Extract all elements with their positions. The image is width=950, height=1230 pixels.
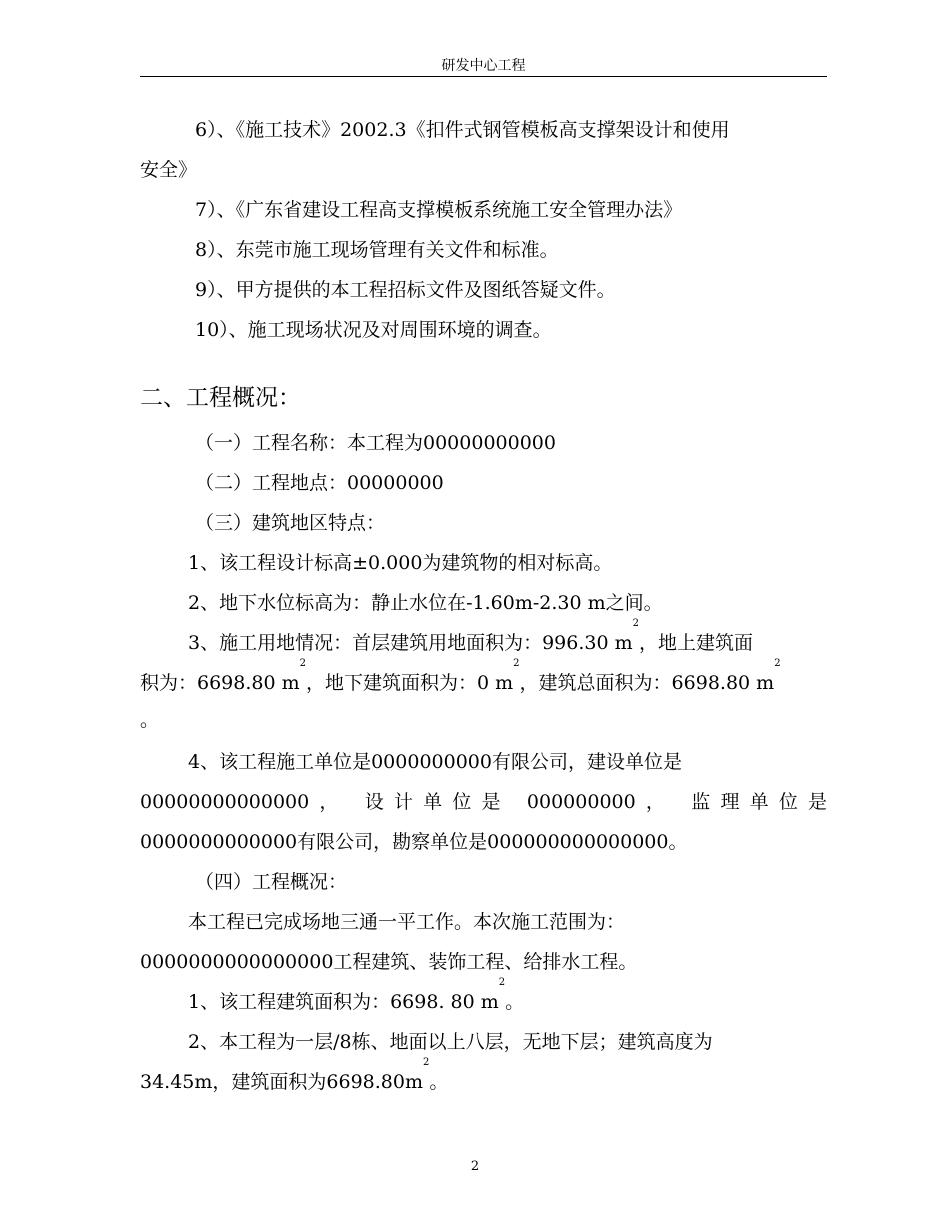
text: ，建筑总面积为：6698.80 m xyxy=(519,672,775,694)
feature-item-3 xyxy=(140,618,878,663)
reference-item-9: 9）、甲方提供的本工程招标文件及图纸答疑文件。 xyxy=(195,279,616,301)
feature-item-1: 1、该工程设计标高±0.000为建筑物的相对标高。 xyxy=(188,552,613,574)
text: 。 xyxy=(429,1071,449,1093)
text: 3、施工用地情况：首层建筑用地面积为：996.30 m xyxy=(188,632,633,654)
superscript: 2 xyxy=(632,618,640,629)
reference-item-6-cont: 安全》 xyxy=(140,159,198,181)
text: 34.45m，建筑面积为6698.80m xyxy=(140,1071,423,1093)
feature-item-4-end: 0000000000000有限公司，勘察单位是000000000000000。 xyxy=(140,831,688,853)
text: 1、该工程建筑面积为：6698. 80 m xyxy=(188,991,499,1013)
text: 积为：6698.80 m xyxy=(140,672,300,694)
region-features-heading: （三）建筑地区特点： xyxy=(195,512,386,534)
overview-item-2-cont xyxy=(140,1057,830,1102)
superscript: 2 xyxy=(423,1057,430,1068)
feature-item-4: 4、该工程施工单位是0000000000有限公司，建设单位是 xyxy=(188,751,682,773)
superscript: 2 xyxy=(498,977,506,988)
feature-item-2: 2、地下水位标高为：静止水位在-1.60m-2.30 m之间。 xyxy=(188,592,663,614)
overview-item-2: 2、本工程为一层/8栋、地面以上八层，无地下层；建筑高度为 xyxy=(188,1031,713,1053)
superscript: 2 xyxy=(513,658,520,669)
feature-item-4-cont: 00000000000000， 设计单位是 000000000， 监理单位是 xyxy=(140,791,827,813)
reference-item-6: 6）、《施工技术》2002.3《扣件式钢管模板高支撑架设计和使用 xyxy=(195,119,730,141)
reference-item-7: 7）、《广东省建设工程高支撑模板系统施工安全管理办法》 xyxy=(195,199,683,221)
reference-item-10: 10）、施工现场状况及对周围环境的调查。 xyxy=(195,319,552,341)
text: ，地下建筑面积为：0 m xyxy=(306,672,514,694)
text: ，地上建筑面 xyxy=(639,632,754,654)
feature-item-3-cont xyxy=(140,658,830,703)
project-name: （一）工程名称：本工程为00000000000 xyxy=(195,432,556,454)
superscript: 2 xyxy=(774,658,781,669)
overview-text: 本工程已完成场地三通一平工作。本次施工范围为： xyxy=(188,911,626,933)
project-location: （二）工程地点：00000000 xyxy=(195,472,444,494)
reference-item-8: 8）、东莞市施工现场管理有关文件和标准。 xyxy=(195,239,559,261)
section-heading: 二、工程概况： xyxy=(140,385,301,411)
page-number: 2 xyxy=(470,1159,480,1174)
overview-text-cont: 0000000000000000工程建筑、装饰工程、给排水工程。 xyxy=(140,951,638,973)
running-header: 研发中心工程 xyxy=(441,58,526,74)
header-rule xyxy=(140,76,827,77)
feature-item-3-end: 。 xyxy=(140,709,160,731)
superscript: 2 xyxy=(299,658,307,669)
overview-heading: （四）工程概况： xyxy=(195,871,348,893)
overview-item-1 xyxy=(140,977,878,1022)
text: 。 xyxy=(505,991,525,1013)
